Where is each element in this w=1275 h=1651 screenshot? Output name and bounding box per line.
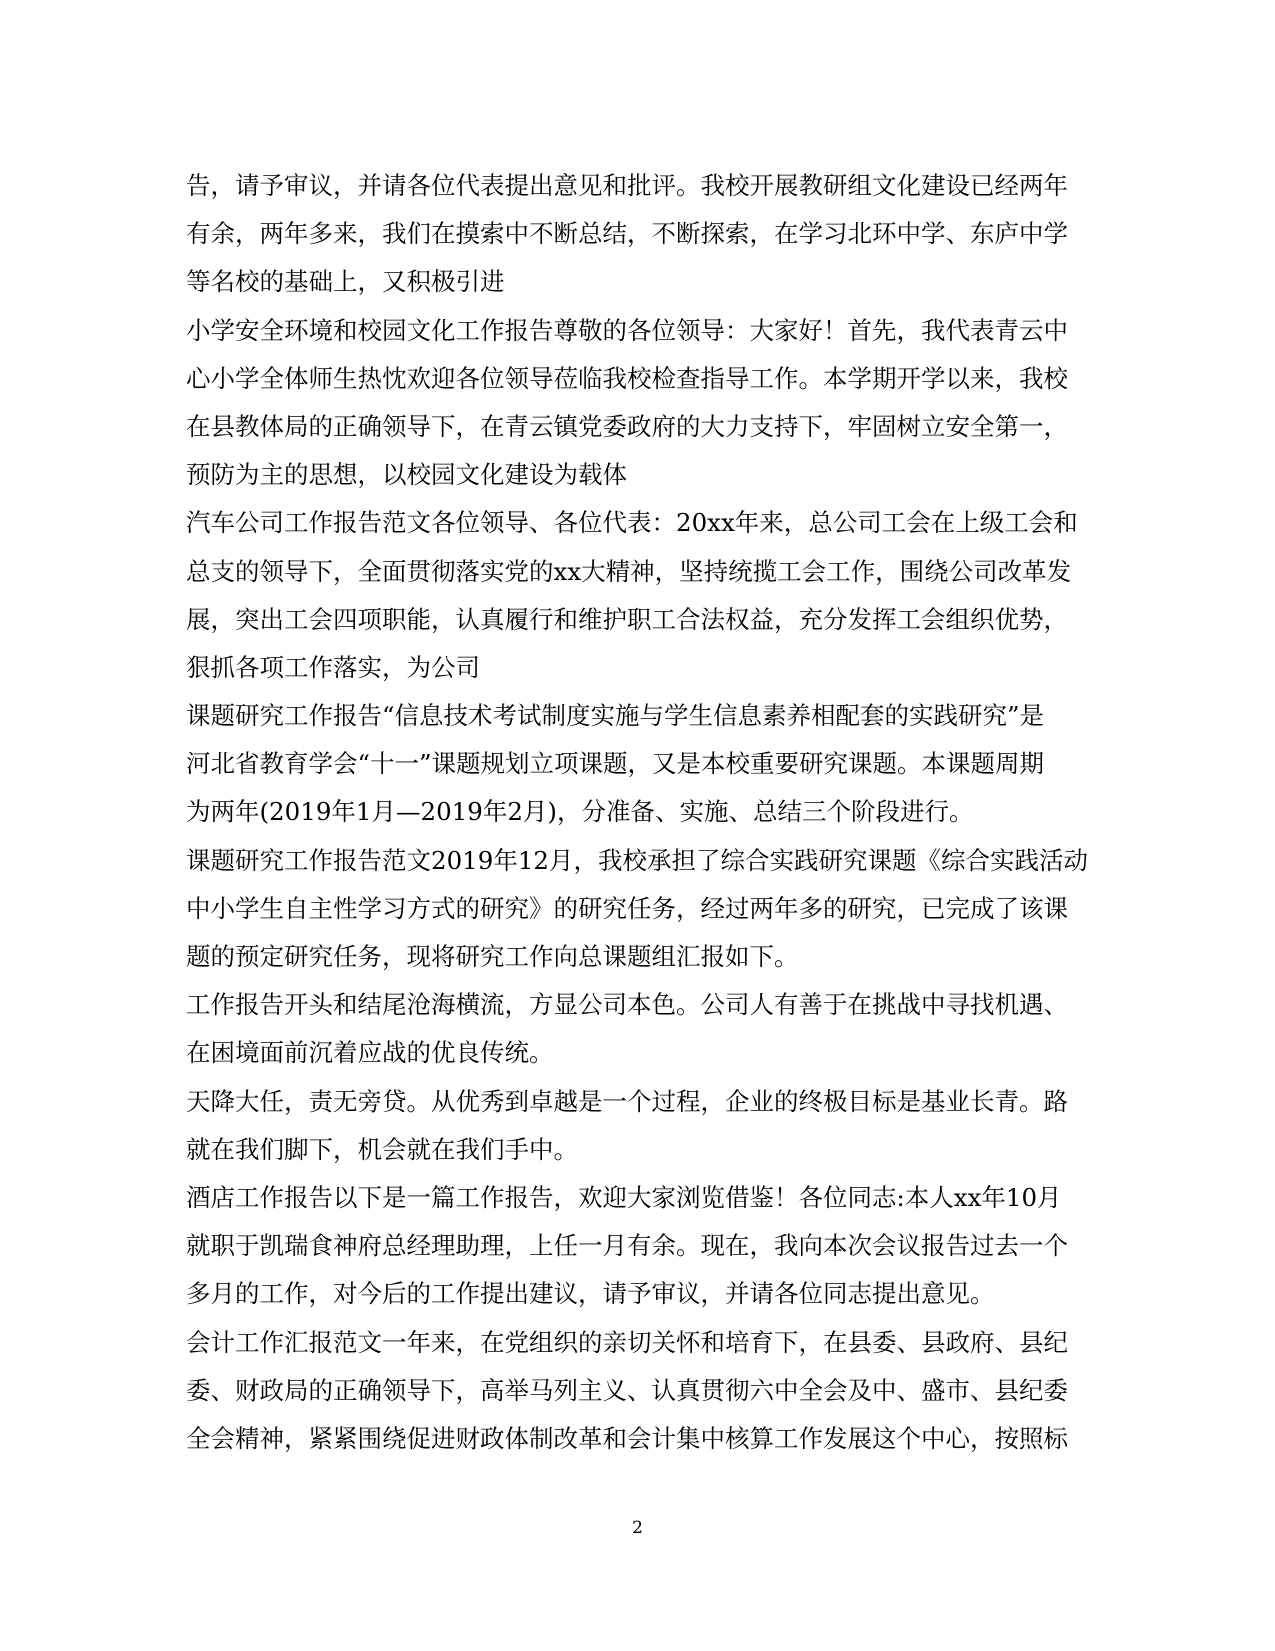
text-line: 题的预定研究任务，现将研究工作向总课题组汇报如下。 [186, 942, 799, 971]
text-line: 小学安全环境和校园文化工作报告尊敬的各位领导：大家好！首先，我代表青云中 [186, 315, 1068, 345]
text-line: 等名校的基础上，又积极引进 [186, 267, 505, 297]
text-line: 工作报告开头和结尾沧海横流，方显公司本色。公司人有善于在挑战中寻找机遇、 [186, 990, 1068, 1020]
page-number: 2 [632, 1518, 643, 1538]
text-line: 多月的工作，对今后的工作提出建议，请予审议，并请各位同志提出意见。 [186, 1279, 995, 1309]
text-line: 告，请予审议，并请各位代表提出意见和批评。我校开展教研组文化建设已经两年 [186, 171, 1068, 200]
text-line: 汽车公司工作报告范文各位领导、各位代表：20xx年来，总公司工会在上级工会和 [186, 508, 1078, 538]
text-line: 会计工作汇报范文一年来，在党组织的亲切关怀和培育下，在县委、县政府、县纪 [186, 1327, 1068, 1357]
text-line: 课题研究工作报告范文2019年12月，我校承担了综合实践研究课题《综合实践活动 [186, 845, 1088, 875]
text-line: 在困境面前沉着应战的优良传统。 [186, 1038, 554, 1068]
text-line: 有余，两年多来，我们在摸索中不断总结，不断探索，在学习北环中学、东庐中学 [186, 219, 1068, 249]
text-line: 预防为主的思想，以校园文化建设为载体 [186, 460, 627, 490]
text-line: 为两年(2019年1月—2019年2月)，分准备、实施、总结三个阶段进行。 [186, 797, 974, 827]
text-line: 课题研究工作报告“信息技术考试制度实施与学生信息素养相配套的实践研究”是 [186, 701, 1045, 731]
text-line: 全会精神，紧紧围绕促进财政体制改革和会计集中核算工作发展这个中心，按照标 [186, 1423, 1068, 1453]
text-line: 心小学全体师生热忱欢迎各位领导莅临我校检查指导工作。本学期开学以来，我校 [186, 363, 1068, 393]
text-line: 中小学生自主性学习方式的研究》的研究任务，经过两年多的研究，已完成了该课 [186, 893, 1068, 923]
document-body [186, 162, 1088, 1463]
text-line: 在县教体局的正确领导下，在青云镇党委政府的大力支持下，牢固树立安全第一， [186, 411, 1068, 441]
text-line: 委、财政局的正确领导下，高举马列主义、认真贯彻六中全会及中、盛市、县纪委 [186, 1375, 1068, 1405]
text-line: 酒店工作报告以下是一篇工作报告，欢迎大家浏览借鉴！各位同志:本人xx年10月 [186, 1182, 1062, 1212]
text-line: 天降大任，责无旁贷。从优秀到卓越是一个过程，企业的终极目标是基业长青。路 [186, 1086, 1068, 1116]
text-line: 就在我们脚下，机会就在我们手中。 [186, 1134, 578, 1164]
text-line: 狠抓各项工作落实，为公司 [186, 652, 480, 682]
text-line: 就职于凯瑞食神府总经理助理，上任一月有余。现在，我向本次会议报告过去一个 [186, 1231, 1068, 1261]
text-line: 展，突出工会四项职能，认真履行和维护职工合法权益，充分发挥工会组织优势， [186, 604, 1068, 634]
text-line: 总支的领导下，全面贯彻落实党的xx大精神，坚持统揽工会工作，围绕公司改革发 [186, 556, 1072, 586]
text-line: 河北省教育学会“十一”课题规划立项课题，又是本校重要研究课题。本课题周期 [186, 749, 1045, 779]
